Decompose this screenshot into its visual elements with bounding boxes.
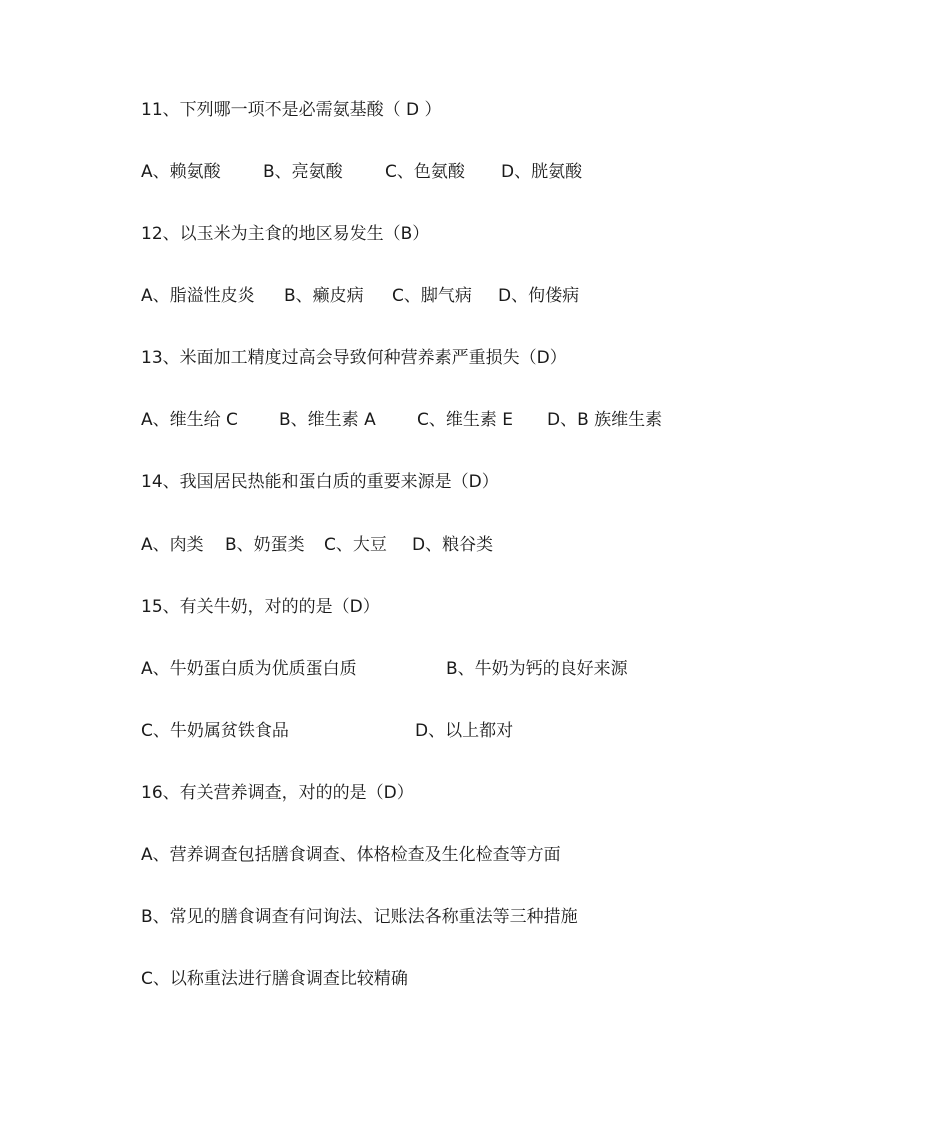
question-13-stem: 13、米面加工精度过高会导致何种营养素严重损失（D） bbox=[141, 348, 567, 368]
question-15-options-row-2 bbox=[141, 719, 741, 743]
question-11-options bbox=[141, 160, 741, 184]
option-a: A、维生给 C bbox=[141, 410, 238, 430]
question-13-options bbox=[141, 408, 791, 432]
option-a: A、脂溢性皮炎 bbox=[141, 286, 255, 306]
question-15-options-row-1 bbox=[141, 657, 741, 681]
question-16-stem: 16、有关营养调查，对的的是（D） bbox=[141, 783, 414, 803]
question-11-stem: 11、下列哪一项不是必需氨基酸（ D ） bbox=[141, 100, 442, 120]
question-14-options bbox=[141, 533, 741, 557]
option-a: A、赖氨酸 bbox=[141, 162, 221, 182]
option-b: B、癞皮病 bbox=[284, 286, 364, 306]
option-c: C、大豆 bbox=[324, 535, 387, 555]
option-b: B、常见的膳食调查有问询法、记账法各称重法等三种措施 bbox=[141, 907, 578, 927]
option-c: C、色氨酸 bbox=[385, 162, 465, 182]
option-d: D、胱氨酸 bbox=[501, 162, 583, 182]
option-b: B、奶蛋类 bbox=[225, 535, 305, 555]
option-b: B、牛奶为钙的良好来源 bbox=[446, 659, 628, 679]
question-12-stem: 12、以玉米为主食的地区易发生（B） bbox=[141, 224, 430, 244]
question-14-stem: 14、我国居民热能和蛋白质的重要来源是（D） bbox=[141, 472, 499, 492]
option-d: D、粮谷类 bbox=[412, 535, 494, 555]
option-c: C、维生素 E bbox=[417, 410, 514, 430]
option-d: D、佝偻病 bbox=[498, 286, 580, 306]
option-a: A、肉类 bbox=[141, 535, 204, 555]
option-c: C、脚气病 bbox=[392, 286, 472, 306]
question-15-stem: 15、有关牛奶，对的的是（D） bbox=[141, 597, 380, 617]
option-a: A、营养调查包括膳食调查、体格检查及生化检查等方面 bbox=[141, 845, 561, 865]
option-d: D、以上都对 bbox=[415, 721, 514, 741]
option-a: A、牛奶蛋白质为优质蛋白质 bbox=[141, 659, 357, 679]
question-12-options bbox=[141, 284, 741, 308]
option-c: C、牛奶属贫铁食品 bbox=[141, 721, 289, 741]
option-b: B、维生素 A bbox=[279, 410, 376, 430]
option-d: D、B 族维生素 bbox=[547, 410, 663, 430]
option-c: C、以称重法进行膳食调查比较精确 bbox=[141, 969, 408, 989]
option-b: B、亮氨酸 bbox=[263, 162, 343, 182]
